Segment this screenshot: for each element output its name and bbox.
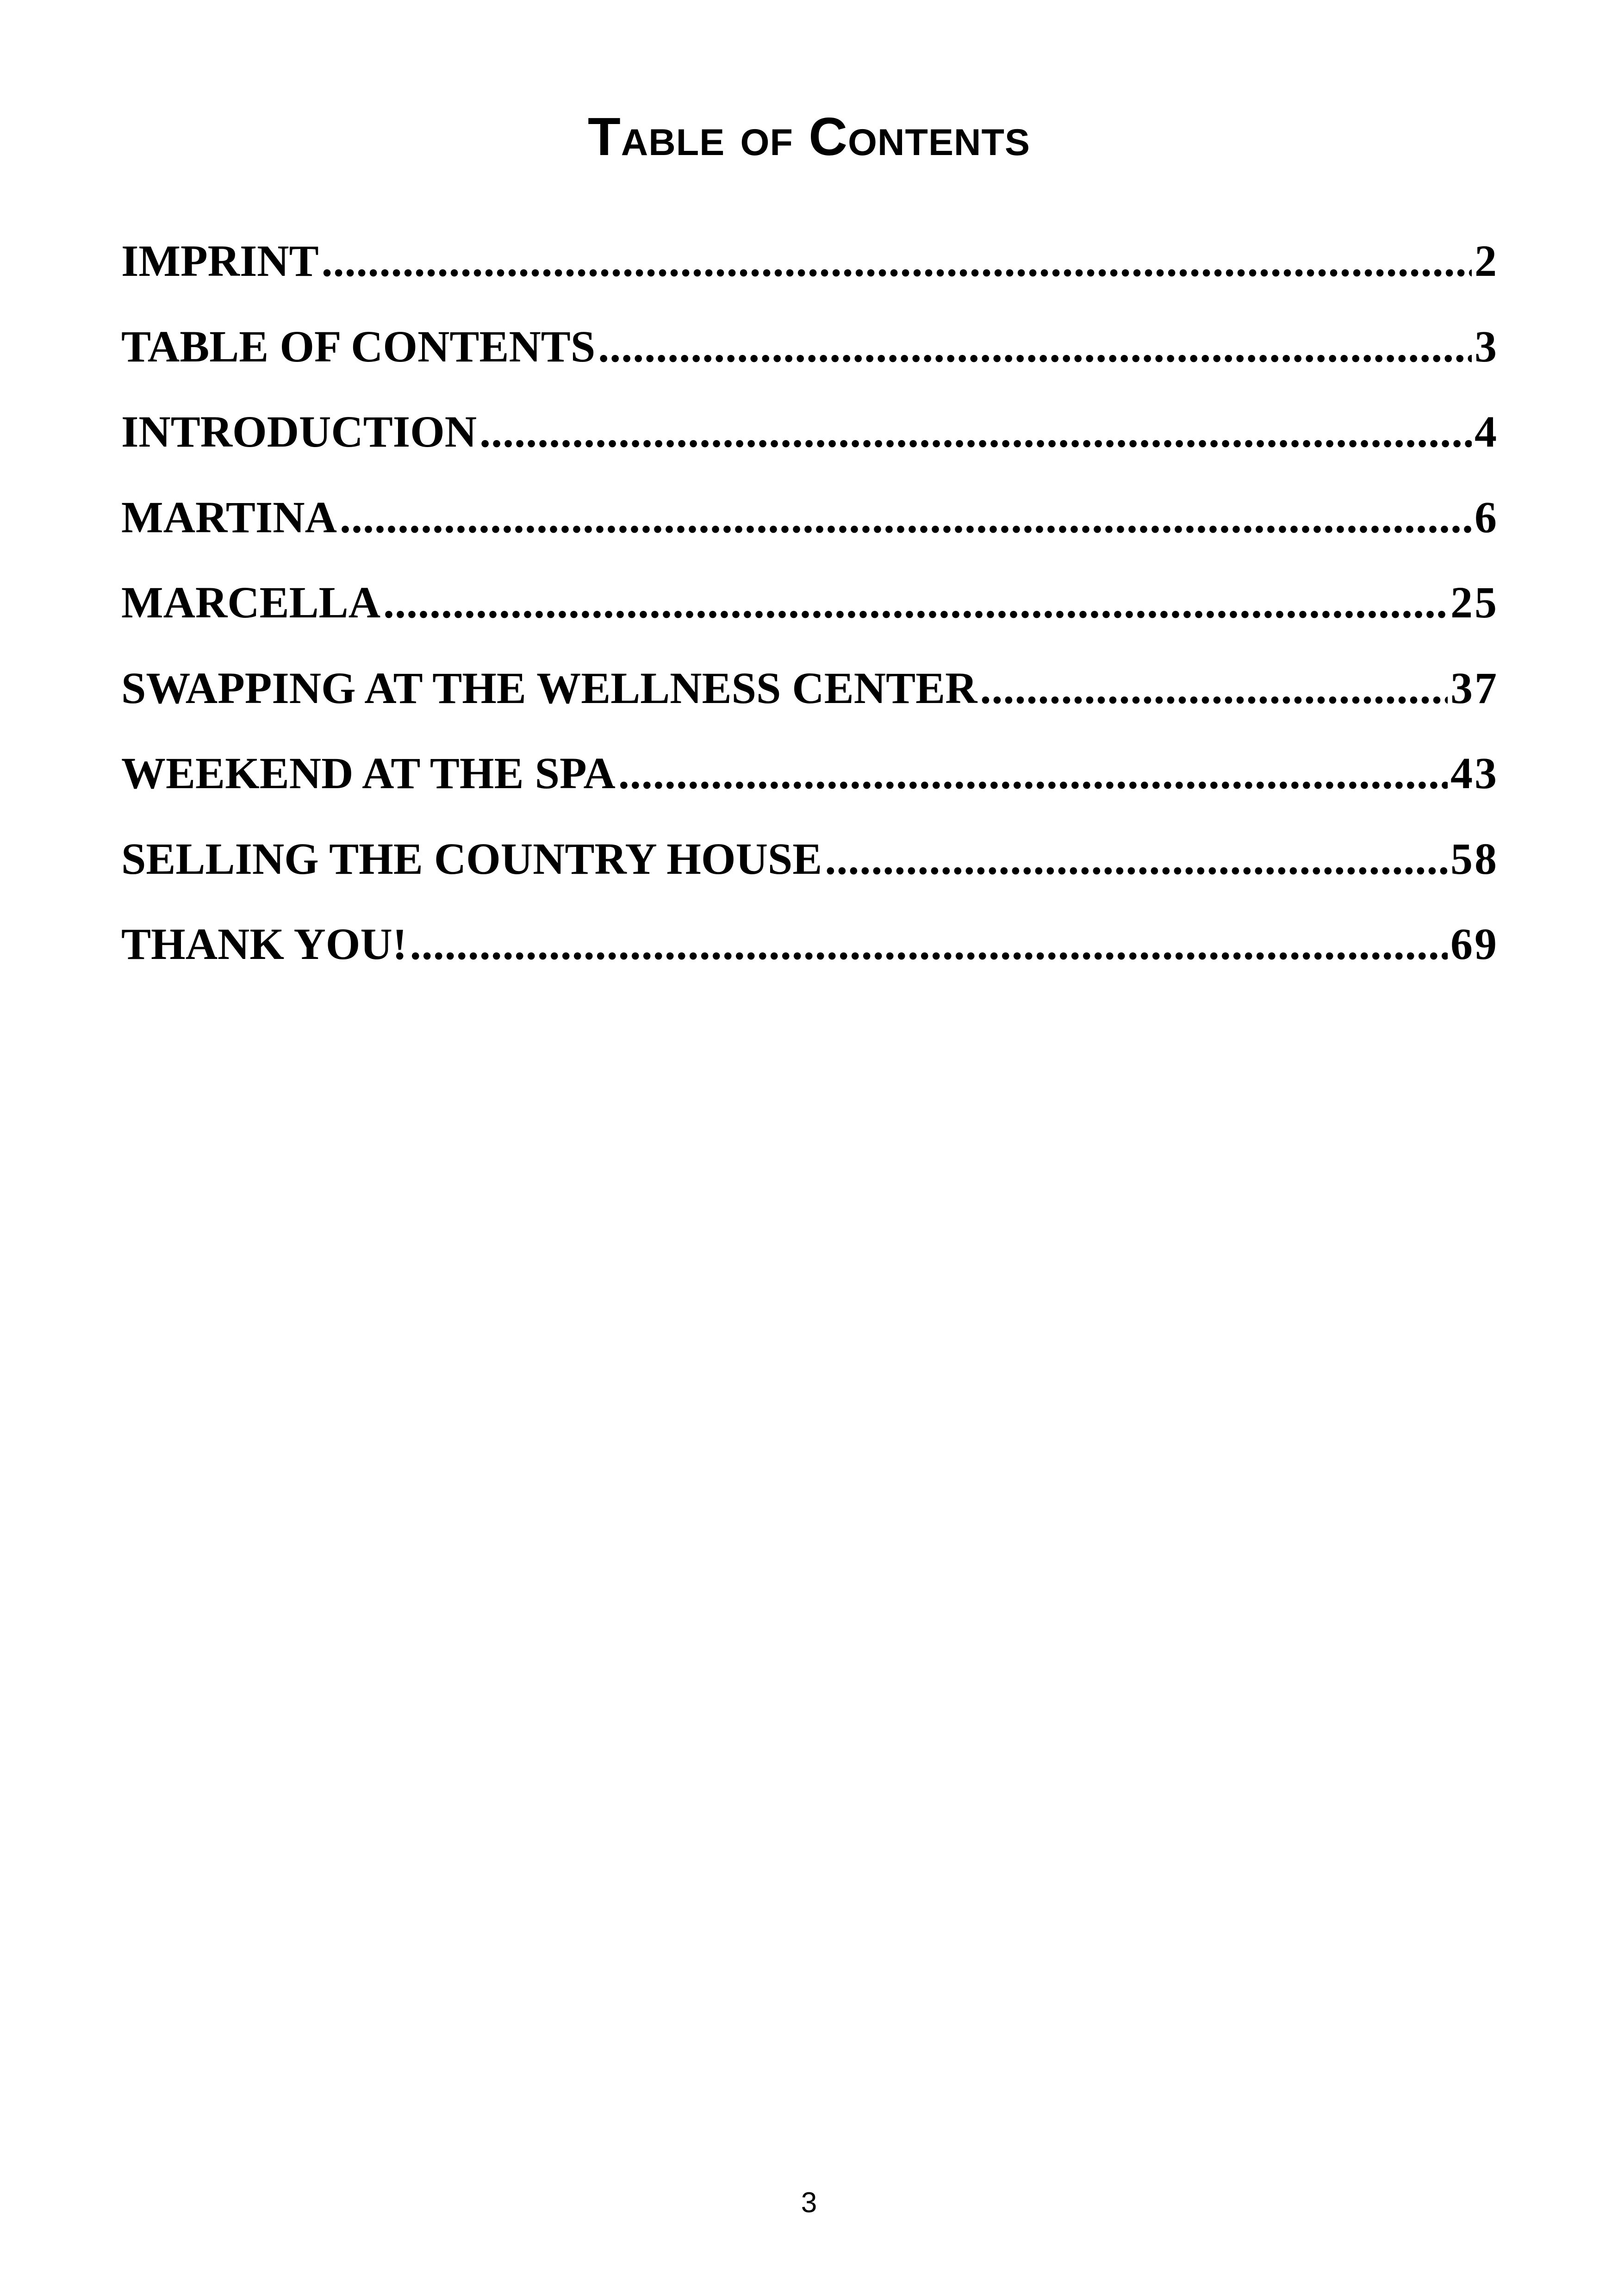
toc-entry-page: 6 <box>1475 492 1499 542</box>
toc-entry-table-of-contents[interactable] <box>121 317 1499 403</box>
toc-entry-label: MARCELLA <box>121 578 381 627</box>
toc-dot-leader <box>340 488 1472 547</box>
table-of-contents <box>121 231 1499 1000</box>
toc-entry-label: SWAPPING AT THE WELLNESS CENTER <box>121 663 977 713</box>
toc-dot-leader <box>410 915 1448 974</box>
toc-entry-label: IMPRINT <box>121 236 319 286</box>
toc-entry-label: MARTINA <box>121 492 337 542</box>
toc-entry-page: 69 <box>1450 919 1499 969</box>
page-title: Table of Contents <box>587 106 1031 167</box>
toc-entry-page: 37 <box>1450 663 1499 713</box>
toc-dot-leader <box>383 573 1448 632</box>
toc-entry-weekend-at-the-spa[interactable] <box>121 744 1499 829</box>
toc-entry-page: 2 <box>1475 236 1499 286</box>
toc-dot-leader <box>825 829 1448 889</box>
toc-entry-imprint[interactable] <box>121 231 1499 317</box>
toc-entry-marcella[interactable] <box>121 573 1499 659</box>
toc-entry-page: 25 <box>1450 578 1499 627</box>
toc-dot-leader <box>618 744 1448 803</box>
toc-entry-thank-you[interactable] <box>121 915 1499 1000</box>
toc-entry-page: 4 <box>1475 407 1499 456</box>
toc-entry-introduction[interactable] <box>121 402 1499 488</box>
toc-dot-leader <box>598 317 1472 376</box>
toc-dot-leader <box>322 231 1472 291</box>
toc-entry-label: SELLING THE COUNTRY HOUSE <box>121 834 822 884</box>
toc-dot-leader <box>980 659 1448 718</box>
toc-entry-label: THANK YOU! <box>121 919 407 969</box>
toc-entry-martina[interactable] <box>121 488 1499 573</box>
toc-entry-selling-the-country-house[interactable] <box>121 829 1499 915</box>
page-number: 3 <box>801 2187 817 2219</box>
toc-entry-page: 3 <box>1475 321 1499 371</box>
toc-entry-label: INTRODUCTION <box>121 407 477 456</box>
toc-entry-page: 43 <box>1450 748 1499 798</box>
toc-entry-page: 58 <box>1450 834 1499 884</box>
toc-entry-swapping-at-the-wellness-center[interactable] <box>121 659 1499 744</box>
toc-entry-label: TABLE OF CONTENTS <box>121 321 596 371</box>
toc-dot-leader <box>479 402 1472 461</box>
toc-entry-label: WEEKEND AT THE SPA <box>121 748 616 798</box>
